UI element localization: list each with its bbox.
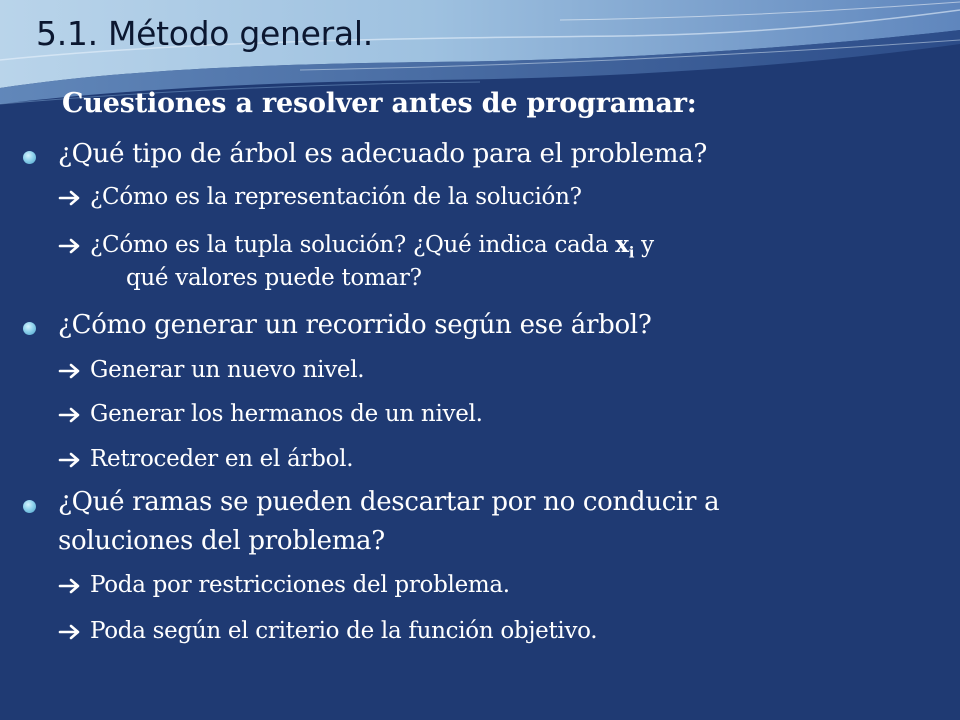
question-1-subitem-2 bbox=[58, 231, 654, 262]
subitem-text: Poda por restricciones del problema. bbox=[90, 572, 510, 598]
bullet-dot-icon bbox=[23, 500, 36, 513]
question-1-subitem-2-continuation: qué valores puede tomar? bbox=[126, 265, 422, 291]
subitem-text: ¿Cómo es la tupla solución? ¿Qué indica cada bbox=[90, 232, 609, 258]
variable-x-i bbox=[615, 231, 635, 262]
section-heading: Cuestiones a resolver antes de programar: bbox=[62, 88, 697, 119]
subitem-text: Retroceder en el árbol. bbox=[90, 446, 354, 472]
right-arrow-icon bbox=[58, 446, 90, 472]
subitem-text: Generar un nuevo nivel. bbox=[90, 357, 365, 383]
bullet-dot-icon bbox=[23, 322, 36, 335]
question-1-subitem-1 bbox=[58, 184, 582, 210]
subitem-text: ¿Cómo es la representación de la solución? bbox=[90, 184, 582, 210]
subscript-i: i bbox=[628, 243, 635, 262]
bullet-dot-icon bbox=[23, 151, 36, 164]
question-2: ¿Cómo generar un recorrido según ese árbol? bbox=[58, 310, 652, 340]
right-arrow-icon bbox=[58, 357, 90, 383]
question-3-line-1: ¿Qué ramas se pueden descartar por no conducir a bbox=[58, 487, 720, 517]
right-arrow-icon bbox=[58, 401, 90, 427]
subitem-text-end: y bbox=[641, 232, 654, 258]
slide-title: 5.1. Método general. bbox=[36, 14, 373, 53]
subitem-text: Generar los hermanos de un nivel. bbox=[90, 401, 483, 427]
variable-x: x bbox=[615, 231, 629, 258]
question-2-subitem-2 bbox=[58, 401, 483, 427]
question-1: ¿Qué tipo de árbol es adecuado para el problema? bbox=[58, 139, 708, 169]
right-arrow-icon bbox=[58, 572, 90, 598]
subitem-text: Poda según el criterio de la función objetivo. bbox=[90, 618, 598, 644]
question-3-subitem-2 bbox=[58, 618, 597, 644]
question-3-line-2: soluciones del problema? bbox=[58, 526, 385, 556]
right-arrow-icon bbox=[58, 232, 90, 258]
right-arrow-icon bbox=[58, 184, 90, 210]
question-3-subitem-1 bbox=[58, 572, 510, 598]
question-2-subitem-1 bbox=[58, 357, 364, 383]
question-2-subitem-3 bbox=[58, 446, 353, 472]
right-arrow-icon bbox=[58, 618, 90, 644]
